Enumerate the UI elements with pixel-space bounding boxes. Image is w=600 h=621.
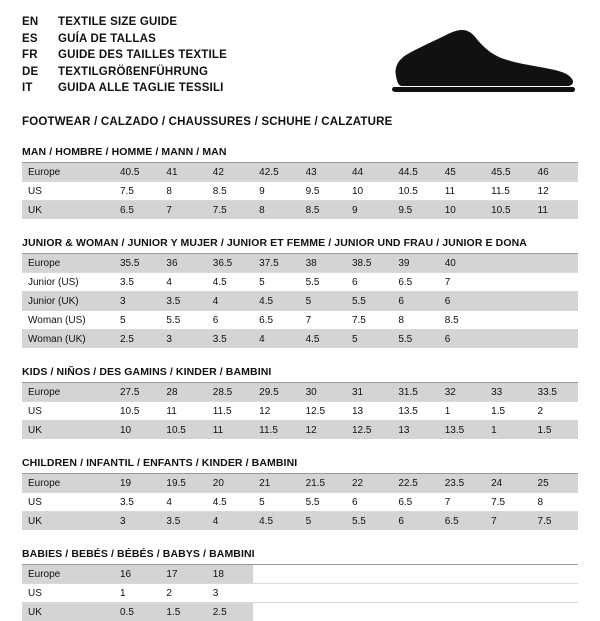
row-label: Europe — [22, 163, 114, 181]
size-cell — [532, 584, 578, 603]
size-cell: 8 — [160, 182, 206, 201]
size-cell — [253, 584, 299, 603]
size-cell: 5 — [300, 512, 346, 531]
table-row — [22, 402, 578, 421]
size-cell: 5.5 — [300, 273, 346, 292]
size-cell: 11 — [439, 182, 485, 201]
size-cell — [485, 311, 531, 330]
size-cell: 40 — [439, 254, 485, 272]
size-cell — [485, 565, 531, 583]
size-cell: 7.5 — [207, 201, 253, 220]
size-cell: 10 — [439, 201, 485, 220]
size-cell: 4 — [160, 493, 206, 512]
row-label: Junior (UK) — [22, 292, 114, 311]
size-table — [22, 254, 578, 348]
size-cell: 9.5 — [300, 182, 346, 201]
size-cell: 42.5 — [253, 163, 299, 181]
size-cell: 3.5 — [160, 512, 206, 531]
size-cell — [346, 584, 392, 603]
size-cell: 5.5 — [392, 330, 438, 349]
table-row — [22, 311, 578, 330]
size-cell: 11.5 — [253, 421, 299, 440]
language-code: ES — [22, 33, 58, 50]
size-cell: 13 — [346, 402, 392, 421]
row-label: UK — [22, 421, 114, 440]
size-table — [22, 474, 578, 530]
size-table — [22, 383, 578, 439]
row-label: US — [22, 493, 114, 512]
size-cell: 7.5 — [485, 493, 531, 512]
language-title-list — [22, 16, 227, 99]
size-cell: 6.5 — [439, 512, 485, 531]
size-cell: 37.5 — [253, 254, 299, 272]
language-row — [22, 33, 227, 50]
size-cell: 19.5 — [160, 474, 206, 492]
size-cell: 6.5 — [253, 311, 299, 330]
size-cell: 39 — [392, 254, 438, 272]
language-title: GUÍA DE TALLAS — [58, 33, 227, 50]
size-cell: 2 — [532, 402, 578, 421]
row-label: Europe — [22, 254, 114, 272]
size-cell: 1.5 — [160, 603, 206, 621]
size-section — [22, 146, 578, 219]
size-cell: 31.5 — [392, 383, 438, 401]
category-heading: FOOTWEAR / CALZADO / CHAUSSURES / SCHUHE / CALZATURE — [0, 116, 600, 128]
size-cell: 33 — [485, 383, 531, 401]
table-row — [22, 421, 578, 440]
table-row — [22, 201, 578, 220]
size-table — [22, 565, 578, 621]
size-cell: 3.5 — [207, 330, 253, 349]
size-cell: 4.5 — [207, 493, 253, 512]
size-cell: 28.5 — [207, 383, 253, 401]
size-cell: 12 — [300, 421, 346, 440]
size-cell: 42 — [207, 163, 253, 181]
size-cell: 12 — [253, 402, 299, 421]
size-cell — [439, 565, 485, 583]
row-label: Europe — [22, 383, 114, 401]
language-row — [22, 49, 227, 66]
size-cell: 9.5 — [392, 201, 438, 220]
size-cell: 1 — [439, 402, 485, 421]
language-row — [22, 16, 227, 33]
size-cell: 8.5 — [439, 311, 485, 330]
size-cell: 25 — [532, 474, 578, 492]
size-cell: 13 — [392, 421, 438, 440]
size-section — [22, 237, 578, 348]
size-cell: 13.5 — [392, 402, 438, 421]
size-cell — [485, 584, 531, 603]
size-cell: 7 — [485, 512, 531, 531]
size-cell: 1 — [114, 584, 160, 603]
size-cell: 10.5 — [485, 201, 531, 220]
language-row — [22, 66, 227, 83]
size-section — [22, 366, 578, 439]
size-cell: 8 — [392, 311, 438, 330]
size-cell: 5 — [300, 292, 346, 311]
size-cell: 7 — [439, 493, 485, 512]
size-cell: 21 — [253, 474, 299, 492]
size-cell: 11 — [207, 421, 253, 440]
size-cell: 2.5 — [207, 603, 253, 621]
section-title: CHILDREN / INFANTIL / ENFANTS / KINDER / BAMBINI — [22, 457, 578, 474]
row-label: US — [22, 182, 114, 201]
table-row — [22, 182, 578, 201]
language-title: GUIDA ALLE TAGLIE TESSILI — [58, 82, 227, 99]
size-cell: 2.5 — [114, 330, 160, 349]
language-title: TEXTILE SIZE GUIDE — [58, 16, 227, 33]
size-cell — [532, 292, 578, 311]
size-cell: 5 — [253, 273, 299, 292]
size-cell: 6 — [392, 512, 438, 531]
size-cell: 22.5 — [392, 474, 438, 492]
size-cell: 27.5 — [114, 383, 160, 401]
size-cell: 12.5 — [346, 421, 392, 440]
language-code: DE — [22, 66, 58, 83]
section-title: MAN / HOMBRE / HOMME / MANN / MAN — [22, 146, 578, 163]
size-cell: 11 — [160, 402, 206, 421]
size-cell: 3 — [207, 584, 253, 603]
language-title: TEXTILGRÖßENFÜHRUNG — [58, 66, 227, 83]
size-cell: 8 — [532, 493, 578, 512]
size-cell — [300, 603, 346, 621]
size-cell — [485, 254, 531, 272]
row-label: US — [22, 584, 114, 603]
row-label: Junior (US) — [22, 273, 114, 292]
size-cell: 20 — [207, 474, 253, 492]
size-cell: 18 — [207, 565, 253, 583]
table-row — [22, 584, 578, 603]
size-section — [22, 548, 578, 621]
row-label: UK — [22, 512, 114, 531]
size-cell: 46 — [532, 163, 578, 181]
language-code: FR — [22, 49, 58, 66]
row-label: Woman (UK) — [22, 330, 114, 349]
size-cell: 33.5 — [532, 383, 578, 401]
language-code: IT — [22, 82, 58, 99]
size-cell: 6 — [439, 330, 485, 349]
size-cell — [346, 603, 392, 621]
size-cell — [253, 565, 299, 583]
size-cell — [532, 330, 578, 349]
size-cell — [392, 603, 438, 621]
size-cell: 11 — [532, 201, 578, 220]
size-cell: 4 — [160, 273, 206, 292]
size-cell: 8.5 — [207, 182, 253, 201]
size-cell: 12 — [532, 182, 578, 201]
table-row — [22, 254, 578, 272]
size-cell — [439, 603, 485, 621]
size-cell — [532, 273, 578, 292]
size-cell: 7.5 — [114, 182, 160, 201]
size-cell — [532, 311, 578, 330]
table-row — [22, 163, 578, 181]
size-cell: 7 — [300, 311, 346, 330]
size-cell: 6.5 — [114, 201, 160, 220]
size-cell — [253, 603, 299, 621]
size-cell — [485, 603, 531, 621]
table-row — [22, 330, 578, 349]
size-cell: 8 — [253, 201, 299, 220]
size-cell: 10.5 — [160, 421, 206, 440]
size-cell: 13.5 — [439, 421, 485, 440]
size-cell — [392, 565, 438, 583]
size-cell: 1.5 — [485, 402, 531, 421]
size-cell: 5.5 — [160, 311, 206, 330]
table-row — [22, 603, 578, 621]
table-row — [22, 292, 578, 311]
table-row — [22, 383, 578, 401]
size-cell: 44 — [346, 163, 392, 181]
table-row — [22, 512, 578, 531]
size-cell: 5.5 — [346, 512, 392, 531]
size-cell: 40.5 — [114, 163, 160, 181]
size-cell: 7.5 — [346, 311, 392, 330]
size-cell: 23.5 — [439, 474, 485, 492]
size-cell: 7 — [160, 201, 206, 220]
language-row — [22, 82, 227, 99]
size-cell: 4.5 — [207, 273, 253, 292]
row-label: UK — [22, 201, 114, 220]
size-cell: 43 — [300, 163, 346, 181]
size-cell: 31 — [346, 383, 392, 401]
size-cell: 32 — [439, 383, 485, 401]
size-cell: 5.5 — [346, 292, 392, 311]
size-cell: 10 — [346, 182, 392, 201]
size-cell: 5 — [253, 493, 299, 512]
size-cell — [439, 584, 485, 603]
sections-container — [0, 146, 600, 621]
table-row — [22, 565, 578, 583]
size-cell: 1 — [485, 421, 531, 440]
size-cell: 3 — [114, 512, 160, 531]
size-cell: 38.5 — [346, 254, 392, 272]
size-cell: 6 — [439, 292, 485, 311]
size-cell: 4 — [207, 512, 253, 531]
size-cell: 10.5 — [114, 402, 160, 421]
size-cell: 4.5 — [300, 330, 346, 349]
size-cell — [346, 565, 392, 583]
table-row — [22, 493, 578, 512]
size-cell: 35.5 — [114, 254, 160, 272]
section-title: JUNIOR & WOMAN / JUNIOR Y MUJER / JUNIOR ET FEMME / JUNIOR UND FRAU / JUNIOR E DONA — [22, 237, 578, 254]
size-cell: 4.5 — [253, 512, 299, 531]
size-section — [22, 457, 578, 530]
row-label: UK — [22, 603, 114, 621]
size-cell: 4 — [253, 330, 299, 349]
size-cell: 45.5 — [485, 163, 531, 181]
size-cell — [485, 330, 531, 349]
section-title: BABIES / BEBÉS / BÉBÉS / BABYS / BAMBINI — [22, 548, 578, 565]
size-cell: 36.5 — [207, 254, 253, 272]
table-row — [22, 273, 578, 292]
size-cell: 8.5 — [300, 201, 346, 220]
size-cell: 30 — [300, 383, 346, 401]
size-cell: 4 — [207, 292, 253, 311]
size-cell: 22 — [346, 474, 392, 492]
size-cell: 17 — [160, 565, 206, 583]
size-cell: 41 — [160, 163, 206, 181]
size-cell: 6 — [207, 311, 253, 330]
size-cell — [532, 603, 578, 621]
size-cell: 6.5 — [392, 493, 438, 512]
size-cell: 36 — [160, 254, 206, 272]
size-cell — [300, 565, 346, 583]
size-cell: 5 — [114, 311, 160, 330]
size-cell: 6.5 — [392, 273, 438, 292]
size-cell: 11.5 — [207, 402, 253, 421]
size-cell: 44.5 — [392, 163, 438, 181]
size-cell: 2 — [160, 584, 206, 603]
size-cell: 16 — [114, 565, 160, 583]
size-cell: 7 — [439, 273, 485, 292]
row-label: Europe — [22, 474, 114, 492]
size-cell — [532, 254, 578, 272]
size-cell: 21.5 — [300, 474, 346, 492]
table-row — [22, 474, 578, 492]
language-code: EN — [22, 16, 58, 33]
size-cell: 3 — [160, 330, 206, 349]
section-title: KIDS / NIÑOS / DES GAMINS / KINDER / BAMBINI — [22, 366, 578, 383]
size-cell: 3.5 — [160, 292, 206, 311]
size-cell — [532, 565, 578, 583]
size-cell: 12.5 — [300, 402, 346, 421]
size-cell — [485, 292, 531, 311]
size-cell: 6 — [346, 493, 392, 512]
size-cell: 29.5 — [253, 383, 299, 401]
size-cell: 24 — [485, 474, 531, 492]
size-cell: 10 — [114, 421, 160, 440]
row-label: Woman (US) — [22, 311, 114, 330]
size-cell: 3.5 — [114, 493, 160, 512]
size-cell — [392, 584, 438, 603]
size-cell: 38 — [300, 254, 346, 272]
size-cell: 1.5 — [532, 421, 578, 440]
size-cell — [485, 273, 531, 292]
size-cell: 45 — [439, 163, 485, 181]
dress-shoe-icon — [388, 24, 578, 96]
size-cell: 3.5 — [114, 273, 160, 292]
language-title: GUIDE DES TAILLES TEXTILE — [58, 49, 227, 66]
size-cell: 3 — [114, 292, 160, 311]
size-cell: 19 — [114, 474, 160, 492]
size-cell: 6 — [346, 273, 392, 292]
size-cell: 5 — [346, 330, 392, 349]
size-cell: 11.5 — [485, 182, 531, 201]
size-cell: 9 — [346, 201, 392, 220]
size-cell: 6 — [392, 292, 438, 311]
size-cell: 28 — [160, 383, 206, 401]
size-cell: 0.5 — [114, 603, 160, 621]
size-cell — [300, 584, 346, 603]
size-cell: 4.5 — [253, 292, 299, 311]
size-cell: 5.5 — [300, 493, 346, 512]
size-cell: 9 — [253, 182, 299, 201]
size-cell: 7.5 — [532, 512, 578, 531]
row-label: Europe — [22, 565, 114, 583]
size-cell: 10.5 — [392, 182, 438, 201]
document-header — [0, 0, 600, 112]
size-table — [22, 163, 578, 219]
row-label: US — [22, 402, 114, 421]
